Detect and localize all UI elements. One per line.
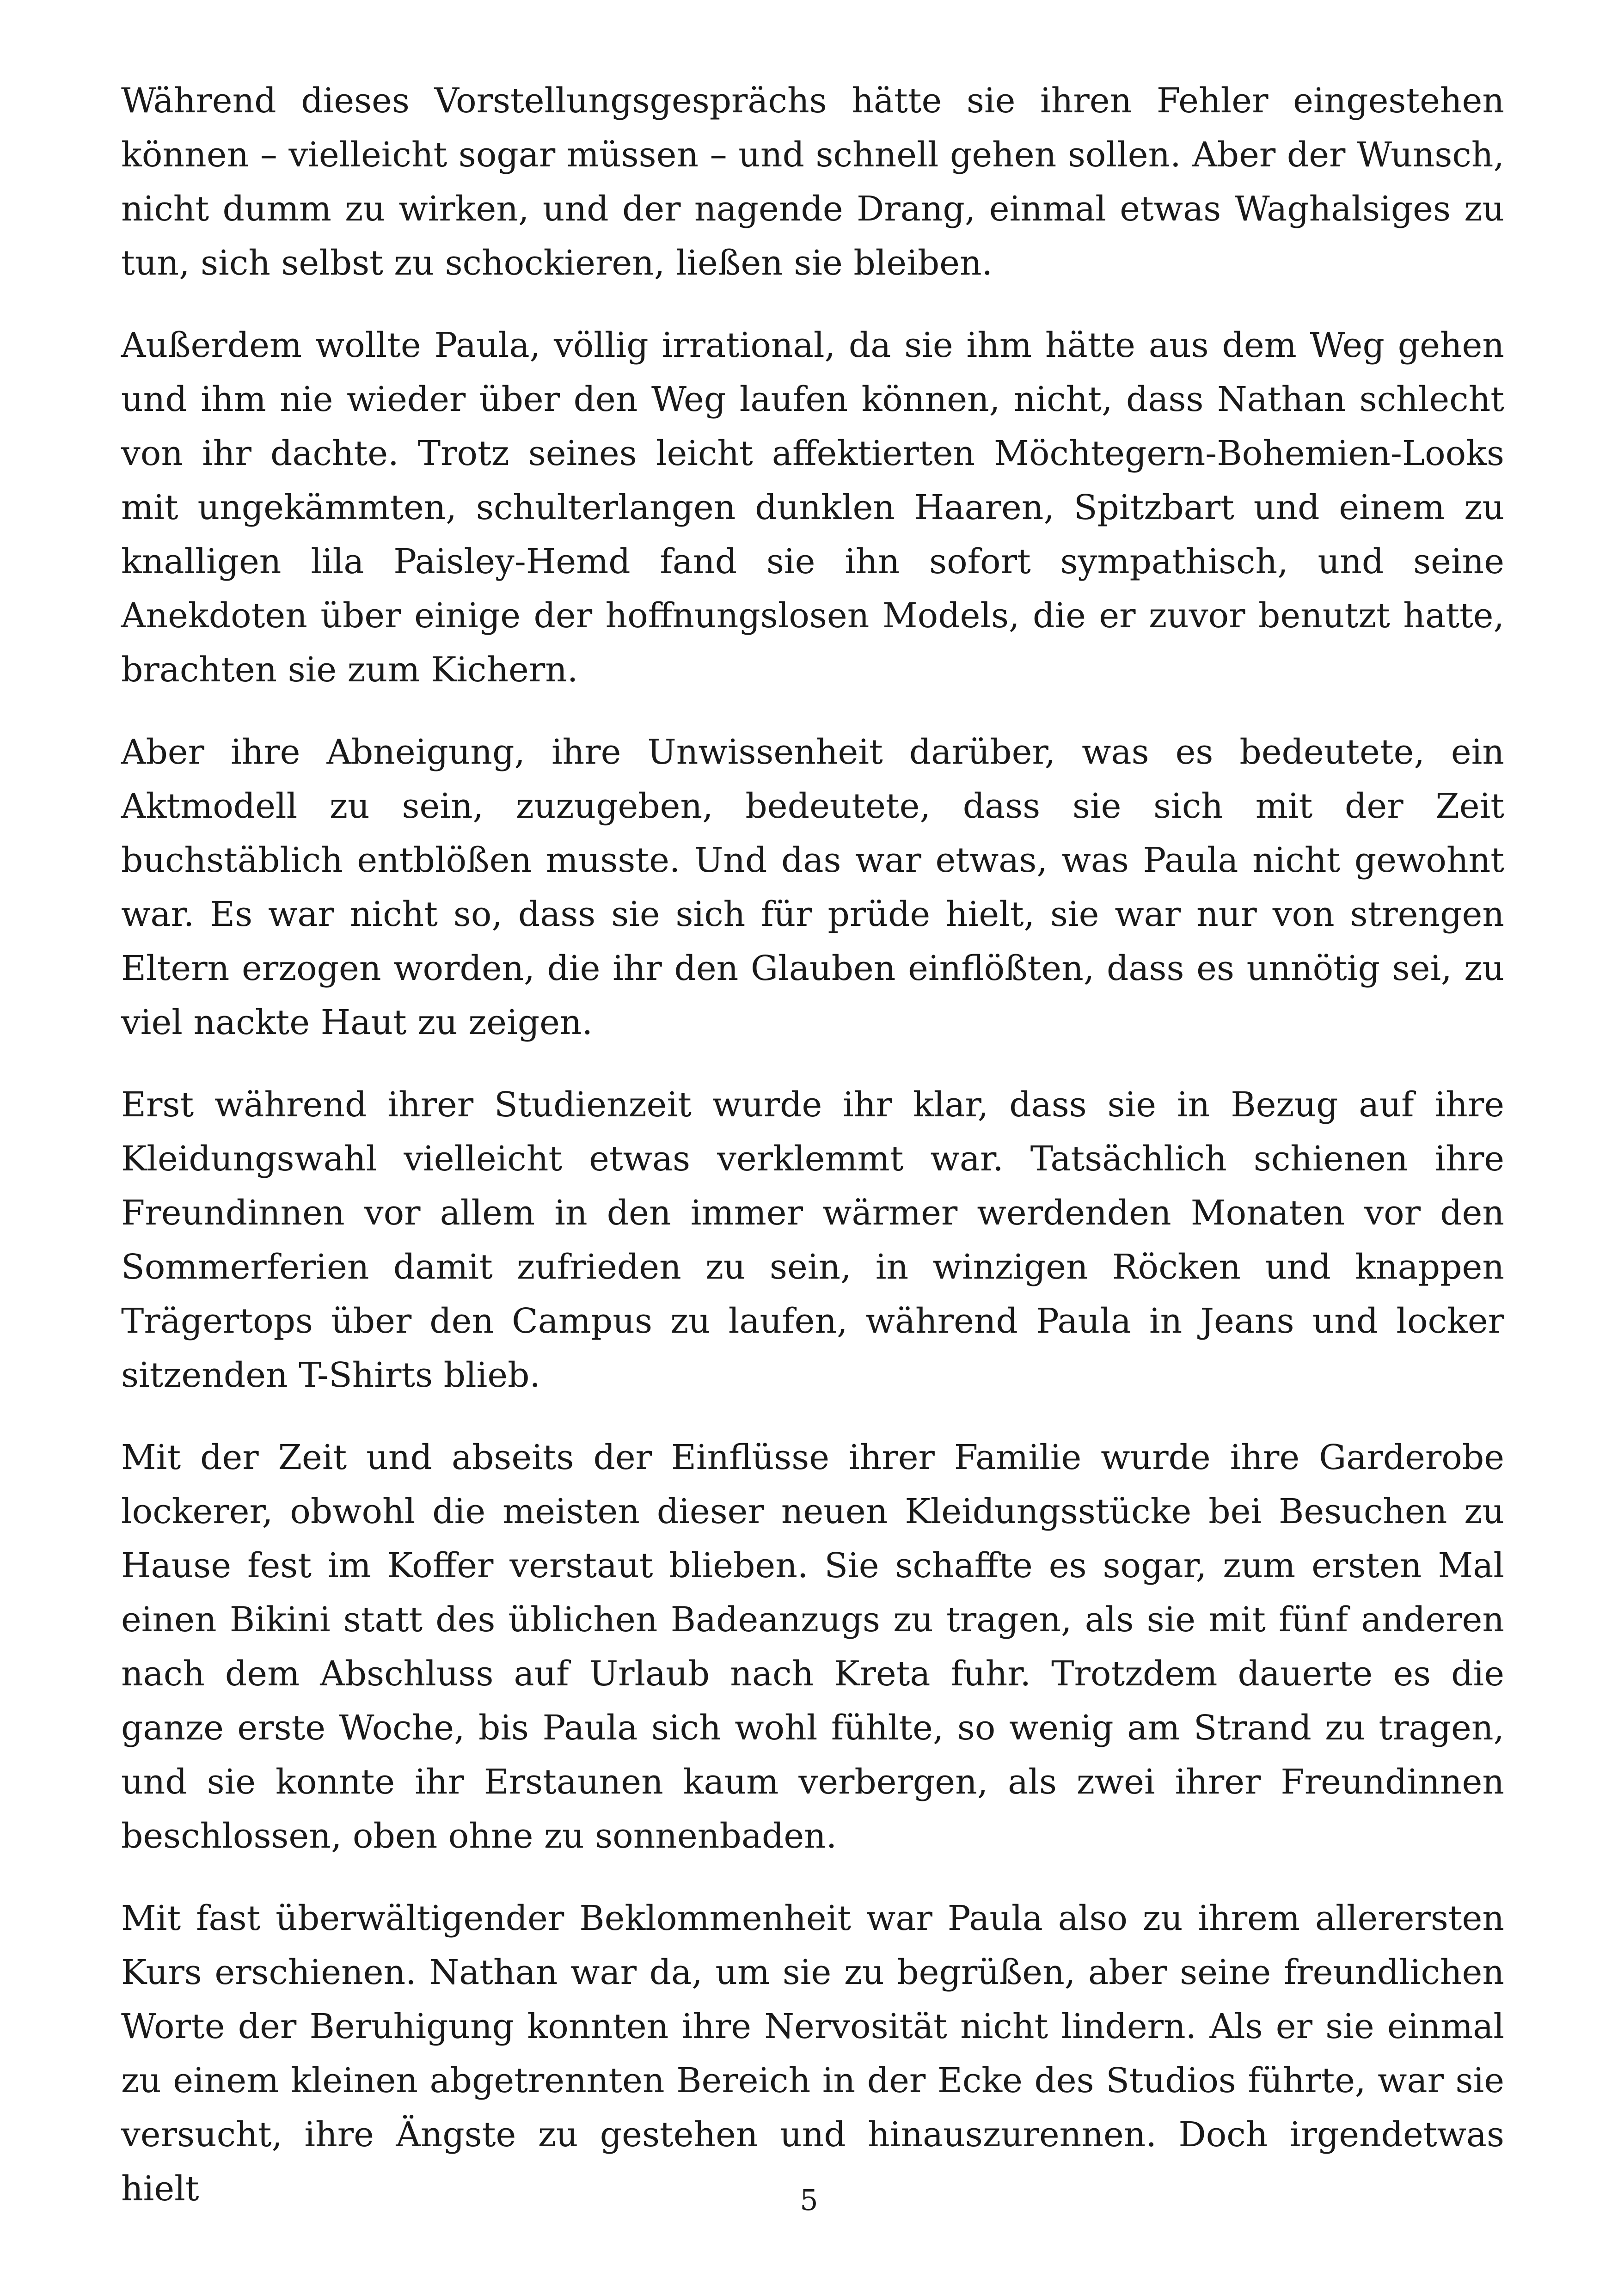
- paragraph-2: Außerdem wollte Paula, völlig irrational, da sie ihm hätte aus dem Weg gehen und ihm nie wieder über den Weg laufen können, nicht, dass Nathan schlecht von ihr dachte. Trotz seines leicht affektierten Möchtegern-Bohemien-Looks mit ungekämmten, schulterlangen dunklen Haaren, Spitzbart und einem zu knalligen lila Paisley-Hemd fand sie ihn sofort sympathisch, und seine Anekdoten über einige der hoffnungslosen Models, die er zuvor benutzt hatte, brachten sie zum Kichern.: [121, 325, 1504, 690]
- paragraph-4: Erst während ihrer Studienzeit wurde ihr klar, dass sie in Bezug auf ihre Kleidungswahl vielleicht etwas verklemmt war. Tatsächlich schienen ihre Freundinnen vor allem in den immer wärmer werdenden Monaten vor den Sommerferien damit zufrieden zu sein, in winzigen Röcken und knappen Trägertops über den Campus zu laufen, während Paula in Jeans und locker sitzenden T-Shirts blieb.: [121, 1085, 1504, 1395]
- paragraph-3: Aber ihre Abneigung, ihre Unwissenheit darüber, was es bedeutete, ein Aktmodell zu sein, zuzugeben, bedeutete, dass sie sich mit der Zeit buchstäblich entblößen musste. Und das war etwas, was Paula nicht gewohnt war. Es war nicht so, dass sie sich für prüde hielt, sie war nur von strengen Eltern erzogen worden, die ihr den Glauben einflößten, dass es unnötig sei, zu viel nackte Haut zu zeigen.: [121, 732, 1504, 1042]
- paragraph-6: Mit fast überwältigender Beklommenheit war Paula also zu ihrem allerersten Kurs erschienen. Nathan war da, um sie zu begrüßen, aber seine freundlichen Worte der Beruhigung konnten ihre Nervosität nicht lindern. Als er sie einmal zu einem kleinen abgetrennten Bereich in der Ecke des Studios führte, war sie versucht, ihre Ängste zu gestehen und hinauszurennen. Doch irgendetwas hielt: [121, 1898, 1504, 2209]
- paragraph-1: Während dieses Vorstellungsgesprächs hätte sie ihren Fehler eingestehen können – vielleicht sogar müssen – und schnell gehen sollen. Aber der Wunsch, nicht dumm zu wirken, und der nagende Drang, einmal etwas Waghalsiges zu tun, sich selbst zu schockieren, ließen sie bleiben.: [121, 81, 1504, 283]
- paragraph-5: Mit der Zeit und abseits der Einflüsse ihrer Familie wurde ihre Garderobe lockerer, obwohl die meisten dieser neuen Kleidungsstücke bei Besuchen zu Hause fest im Koffer verstaut blieben. Sie schaffte es sogar, zum ersten Mal einen Bikini statt des üblichen Badeanzugs zu tragen, als sie mit fünf anderen nach dem Abschluss auf Urlaub nach Kreta fuhr. Trotzdem dauerte es die ganze erste Woche, bis Paula sich wohl fühlte, so wenig am Strand zu tragen, und sie konnte ihr Erstaunen kaum verbergen, als zwei ihrer Freundinnen beschlossen, oben ohne zu sonnenbaden.: [121, 1438, 1504, 1856]
- body-text: [121, 74, 1504, 2244]
- page-number: 5: [800, 2183, 818, 2217]
